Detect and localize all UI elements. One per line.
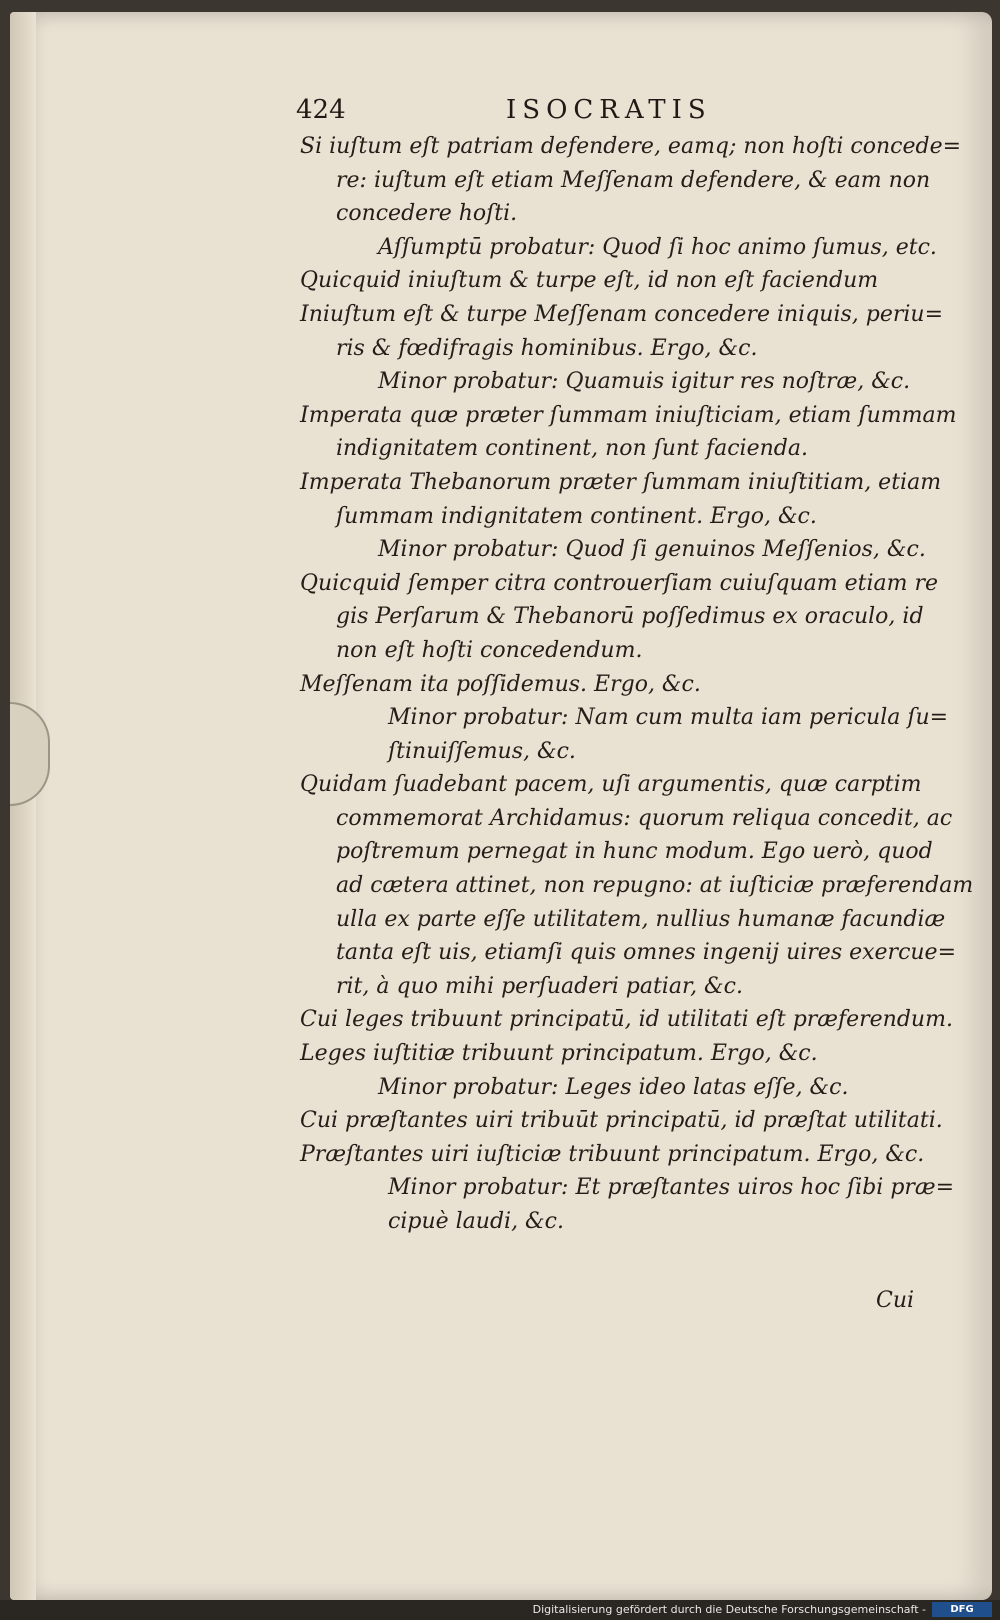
text-line: ſummam indignitatem continent. Ergo, &c. xyxy=(336,503,817,529)
text-line: Quicquid iniuſtum & turpe eſt, id non eſt faciendum xyxy=(300,268,879,294)
text-line: Quidam ſuadebant pacem, uſi argumentis, quæ carptim xyxy=(300,772,922,798)
text-line: ad cætera attinet, non repugno: at iuſticiæ præferendam xyxy=(336,873,974,899)
text-line: Si iuſtum eſt patriam defendere, eamq; non hoſti concede= xyxy=(300,134,962,159)
text-line: Leges iuſtitiæ tribuunt principatum. Ergo, &c. xyxy=(300,1041,818,1067)
text-line: cipuè laudi, &c. xyxy=(388,1209,564,1234)
running-head: ISOCRATIS xyxy=(506,95,712,125)
text-line: Minor probatur: Nam cum multa iam pericula ſu= xyxy=(388,705,949,731)
text-line: non eſt hoſti concedendum. xyxy=(336,637,643,663)
text-line: Aſſumptū probatur: Quod ſi hoc animo ſumus, etc. xyxy=(378,234,937,260)
text-line: ſtinuiſſemus, &c. xyxy=(388,738,576,764)
page-gutter xyxy=(10,12,36,1600)
text-line: Imperata Thebanorum præter ſummam iniuſtitiam, etiam xyxy=(300,469,942,495)
footer-credit: Digitalisierung gefördert durch die Deutsche Forschungsgemeinschaft - xyxy=(532,1603,926,1616)
text-line: Minor probatur: Quod ſi genuinos Meſſenios, &c. xyxy=(378,537,926,563)
page-number: 424 xyxy=(296,95,346,125)
text-line: Cui præſtantes uiri tribuūt principatū, id præſtat utilitati. xyxy=(300,1108,943,1134)
text-line: rit, à quo mihi perſuaderi patiar, &c. xyxy=(336,973,743,999)
text-line: indignitatem continent, non ſunt facienda. xyxy=(336,436,808,462)
body-text xyxy=(300,130,974,1239)
text-line: Cui leges tribuunt principatū, id utilitati eſt præferendum. xyxy=(300,1007,953,1033)
text-line: Minor probatur: Quamuis igitur res noſtræ, &c. xyxy=(378,369,911,395)
text-line: ris & fœdifragis hominibus. Ergo, &c. xyxy=(336,335,758,361)
text-line: commemorat Archidamus: quorum reliqua concedit, ac xyxy=(336,805,953,831)
text-line: Præſtantes uiri iuſticiæ tribuunt principatum. Ergo, &c. xyxy=(300,1141,925,1167)
text-line: Meſſenam ita poſſidemus. Ergo, &c. xyxy=(300,671,701,697)
text-line: Minor probatur: Et præſtantes uiros hoc ſibi præ= xyxy=(388,1175,955,1201)
text-line: Minor probatur: Leges ideo latas eſſe, &c. xyxy=(378,1074,849,1100)
dfg-logo: DFG xyxy=(932,1602,992,1617)
catchword: Cui xyxy=(876,1288,915,1313)
text-line: Quicquid ſemper citra controuerſiam cuiuſquam etiam re xyxy=(300,570,939,596)
page-clip xyxy=(10,702,50,806)
text-line: gis Perſarum & Thebanorū poſſedimus ex oraculo, id xyxy=(336,604,924,630)
text-line: Imperata quæ præter ſummam iniuſticiam, etiam ſummam xyxy=(300,402,957,428)
text-line: ulla ex parte eſſe utilitatem, nullius humanæ facundiæ xyxy=(336,906,946,932)
text-line: tanta eſt uis, etiamſi quis omnes ingenij uires exercue= xyxy=(336,940,957,966)
digitization-footer xyxy=(0,1600,1000,1620)
page-header xyxy=(296,95,936,129)
text-line: concedere hoſti. xyxy=(336,201,518,227)
text-line: Iniuſtum eſt & turpe Meſſenam concedere iniquis, periu= xyxy=(300,301,944,327)
text-line: re: iuſtum eſt etiam Meſſenam defendere, & eam non xyxy=(336,167,931,193)
text-line: poſtremum pernegat in hunc modum. Ego uerò, quod xyxy=(336,839,933,865)
